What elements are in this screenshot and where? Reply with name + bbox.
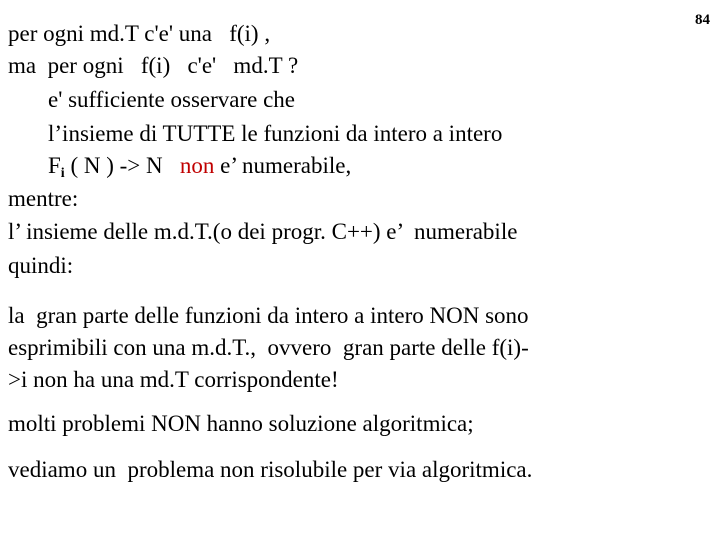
page-number: 84 (695, 12, 710, 28)
numerabile-text: e’ numerabile, (214, 153, 352, 178)
text-line-2: ma per ogni f(i) c'e' md.T ? (8, 53, 299, 78)
text-line-8: quindi: (8, 253, 74, 278)
function-symbol: F (48, 153, 61, 178)
function-subscript: i (60, 166, 65, 181)
paragraph-1-line-2: esprimibili con una m.d.T., ovvero gran parte delle f(i)- (8, 335, 529, 360)
paragraph-3: vediamo un problema non risolubile per via algoritmica. (8, 457, 533, 482)
text-line-4: l’insieme di TUTTE le funzioni da intero a intero (48, 121, 503, 146)
highlight-non: non (179, 153, 215, 178)
text-line-7: l’ insieme delle m.d.T.(o dei progr. C++) e’ numerabile (8, 219, 518, 244)
paragraph-2: molti problemi NON hanno soluzione algoritmica; (8, 411, 474, 436)
text-line-5 (48, 152, 351, 187)
paragraph-1-line-1: la gran parte delle funzioni da intero a intero NON sono (8, 303, 529, 328)
paragraph-1-line-3: >i non ha una md.T corrispondente! (8, 367, 339, 392)
function-domain: ( N ) -> N (64, 153, 180, 178)
text-line-3: e' sufficiente osservare che (48, 87, 296, 112)
text-line-6: mentre: (8, 186, 79, 211)
text-line-1: per ogni md.T c'e' una f(i) , (8, 21, 271, 46)
